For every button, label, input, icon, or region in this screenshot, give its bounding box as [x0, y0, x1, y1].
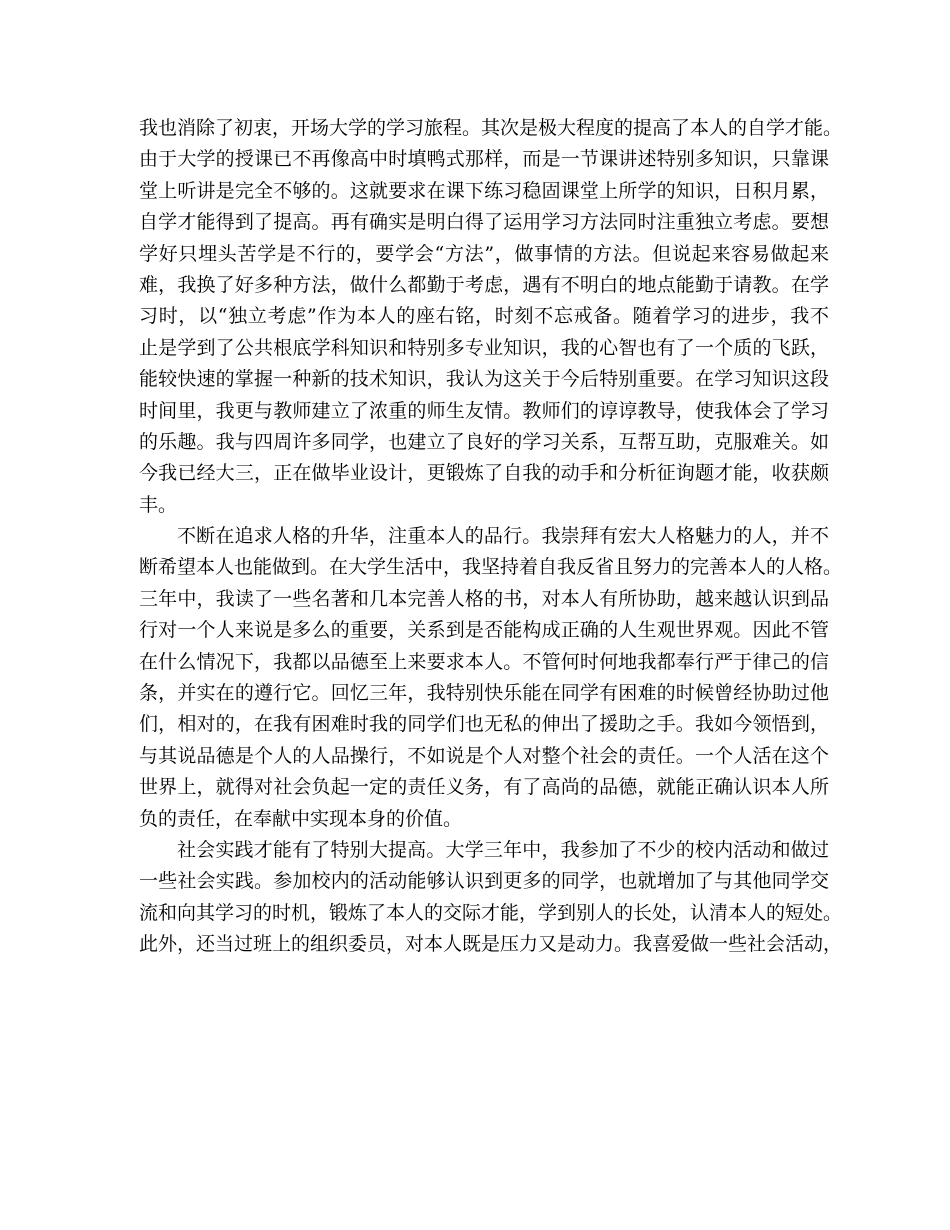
text-line: 能较快速的掌握一种新的技术知识，我认为这关于今后特别重要。在学习知识这段: [139, 368, 829, 391]
text-line: 流和向其学习的时机，锻炼了本人的交际才能，学到别人的长处，认清本人的短处。: [139, 901, 843, 924]
text-line: 我也消除了初衷，开场大学的学习旅程。其次是极大程度的提高了本人的自学才能。: [139, 117, 843, 139]
paragraph-start-line: 社会实践才能有了特别大提高。大学三年中，我参加了不少的校内活动和做过: [177, 838, 829, 861]
text-line: 自学才能得到了提高。再有确实是明白得了运用学习方法同时注重独立考虑。要想: [139, 211, 829, 234]
text-line: 止是学到了公共根底学科知识和特别多专业知识，我的心智也有了一个质的飞跃，: [139, 336, 829, 359]
text-line: 行对一个人来说是多么的重要，关系到是否能构成正确的人生观世界观。因此不管: [139, 619, 829, 642]
text-line: 堂上听讲是完全不够的。这就要求在课下练习稳固课堂上所学的知识，日积月累，: [139, 179, 829, 202]
text-line: 学好只埋头苦学是不行的，要学会“方法”，做事情的方法。但说起来容易做起来: [139, 242, 829, 265]
text-line: 一些社会实践。参加校内的活动能够认识到更多的同学，也就增加了与其他同学交: [139, 870, 829, 893]
text-line: 断希望本人也能做到。在大学生活中，我坚持着自我反省且努力的完善本人的人格。: [139, 556, 843, 579]
text-line: 丰。: [139, 493, 178, 516]
text-line: 今我已经大三，正在做毕业设计，更锻炼了自我的动手和分析征询题才能，收获颇: [139, 462, 829, 485]
text-line: 三年中，我读了一些名著和几本完善人格的书，对本人有所协助，越来越认识到品: [139, 587, 829, 610]
paragraph-start-line: 不断在追求人格的升华，注重本人的品行。我崇拜有宏大人格魅力的人，并不: [177, 525, 829, 548]
text-line: 时间里，我更与教师建立了浓重的师生友情。教师们的谆谆教导，使我体会了学习: [139, 399, 829, 422]
text-line: 与其说品德是个人的人品操行，不如说是个人对整个社会的责任。一个人活在这个: [139, 744, 829, 767]
text-line: 的乐趣。我与四周许多同学，也建立了良好的学习关系，互帮互助，克服难关。如: [139, 430, 829, 453]
text-line: 此外，还当过班上的组织委员，对本人既是压力又是动力。我喜爱做一些社会活动，: [139, 933, 843, 956]
text-line: 难，我换了好多种方法，做什么都勤于考虑，遇有不明白的地点能勤于请教。在学: [139, 273, 829, 296]
text-line: 习时，以“独立考虑”作为本人的座右铭，时刻不忘戒备。随着学习的进步，我不: [139, 305, 829, 328]
text-line: 世界上，就得对社会负起一定的责任义务，有了高尚的品德，就能正确认识本人所: [139, 776, 829, 799]
text-line: 条，并实在的遵行它。回忆三年，我特别快乐能在同学有困难的时候曾经协助过他: [139, 682, 829, 705]
text-line: 们，相对的，在我有困难时我的同学们也无私的伸出了援助之手。我如今领悟到，: [139, 713, 829, 736]
body-text: [139, 113, 843, 961]
text-line: 负的责任，在奉献中实现本身的价值。: [139, 807, 463, 830]
text-line: 在什么情况下，我都以品德至上来要求本人。不管何时何地我都奉行严于律己的信: [139, 650, 829, 673]
text-line: 由于大学的授课已不再像高中时填鸭式那样，而是一节课讲述特别多知识，只靠课: [139, 148, 829, 171]
